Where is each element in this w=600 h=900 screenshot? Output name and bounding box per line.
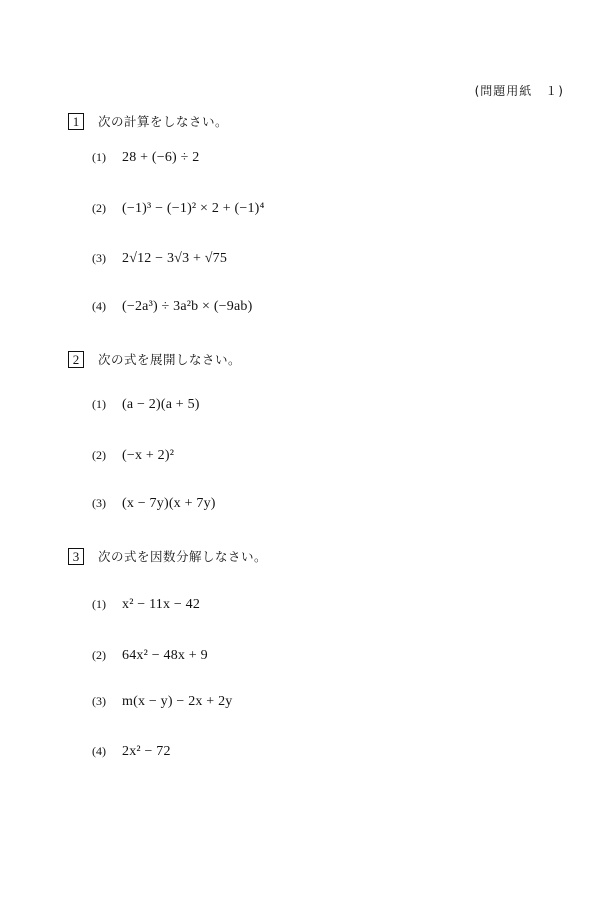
problem-3-3	[92, 694, 233, 714]
problem-expression: 2x² − 72	[122, 744, 171, 759]
problem-number: (4)	[92, 299, 106, 313]
section-instruction: 次の計算をしなさい。	[98, 114, 229, 129]
problem-expression: x² − 11x − 42	[122, 597, 201, 612]
page-header-label: (問題用紙 １)	[474, 84, 564, 98]
problem-number: (4)	[92, 744, 106, 758]
problem-2-2	[92, 448, 174, 468]
problem-2-1	[92, 397, 200, 417]
section-number-box: 2	[68, 351, 84, 368]
problem-1-3	[92, 251, 227, 271]
section-instruction: 次の式を因数分解しなさい。	[98, 549, 268, 564]
problem-3-1	[92, 597, 200, 617]
section-3-title	[68, 547, 267, 565]
problem-3-2	[92, 648, 208, 668]
problem-expression: 2√12 − 3√3 + √75	[122, 251, 228, 266]
problem-number: (3)	[92, 496, 106, 510]
section-2-title	[68, 350, 241, 368]
problem-expression: 28 + (−6) ÷ 2	[122, 150, 200, 165]
problem-expression: 64x² − 48x + 9	[122, 648, 208, 663]
problem-1-2	[92, 201, 265, 221]
problem-number: (2)	[92, 648, 106, 662]
problem-expression: (−x + 2)²	[122, 448, 175, 463]
problem-expression: (a − 2)(a + 5)	[122, 397, 200, 412]
problem-number: (3)	[92, 694, 106, 708]
section-1-title	[68, 112, 228, 130]
problem-1-4	[92, 299, 252, 319]
problem-number: (1)	[92, 397, 106, 411]
section-number-box: 3	[68, 548, 84, 565]
section-number-box: 1	[68, 113, 84, 130]
problem-number: (1)	[92, 597, 106, 611]
problem-number: (1)	[92, 150, 106, 164]
problem-expression: (x − 7y)(x + 7y)	[122, 496, 216, 511]
problem-number: (2)	[92, 201, 106, 215]
problem-1-1	[92, 150, 199, 170]
problem-expression: m(x − y) − 2x + 2y	[122, 694, 233, 709]
problem-3-4	[92, 744, 171, 764]
problem-expression: (−2a³) ÷ 3a²b × (−9ab)	[122, 299, 253, 314]
problem-expression: (−1)³ − (−1)² × 2 + (−1)⁴	[122, 201, 265, 216]
problem-number: (2)	[92, 448, 106, 462]
section-instruction: 次の式を展開しなさい。	[98, 352, 242, 367]
problem-number: (3)	[92, 251, 106, 265]
problem-2-3	[92, 496, 216, 516]
